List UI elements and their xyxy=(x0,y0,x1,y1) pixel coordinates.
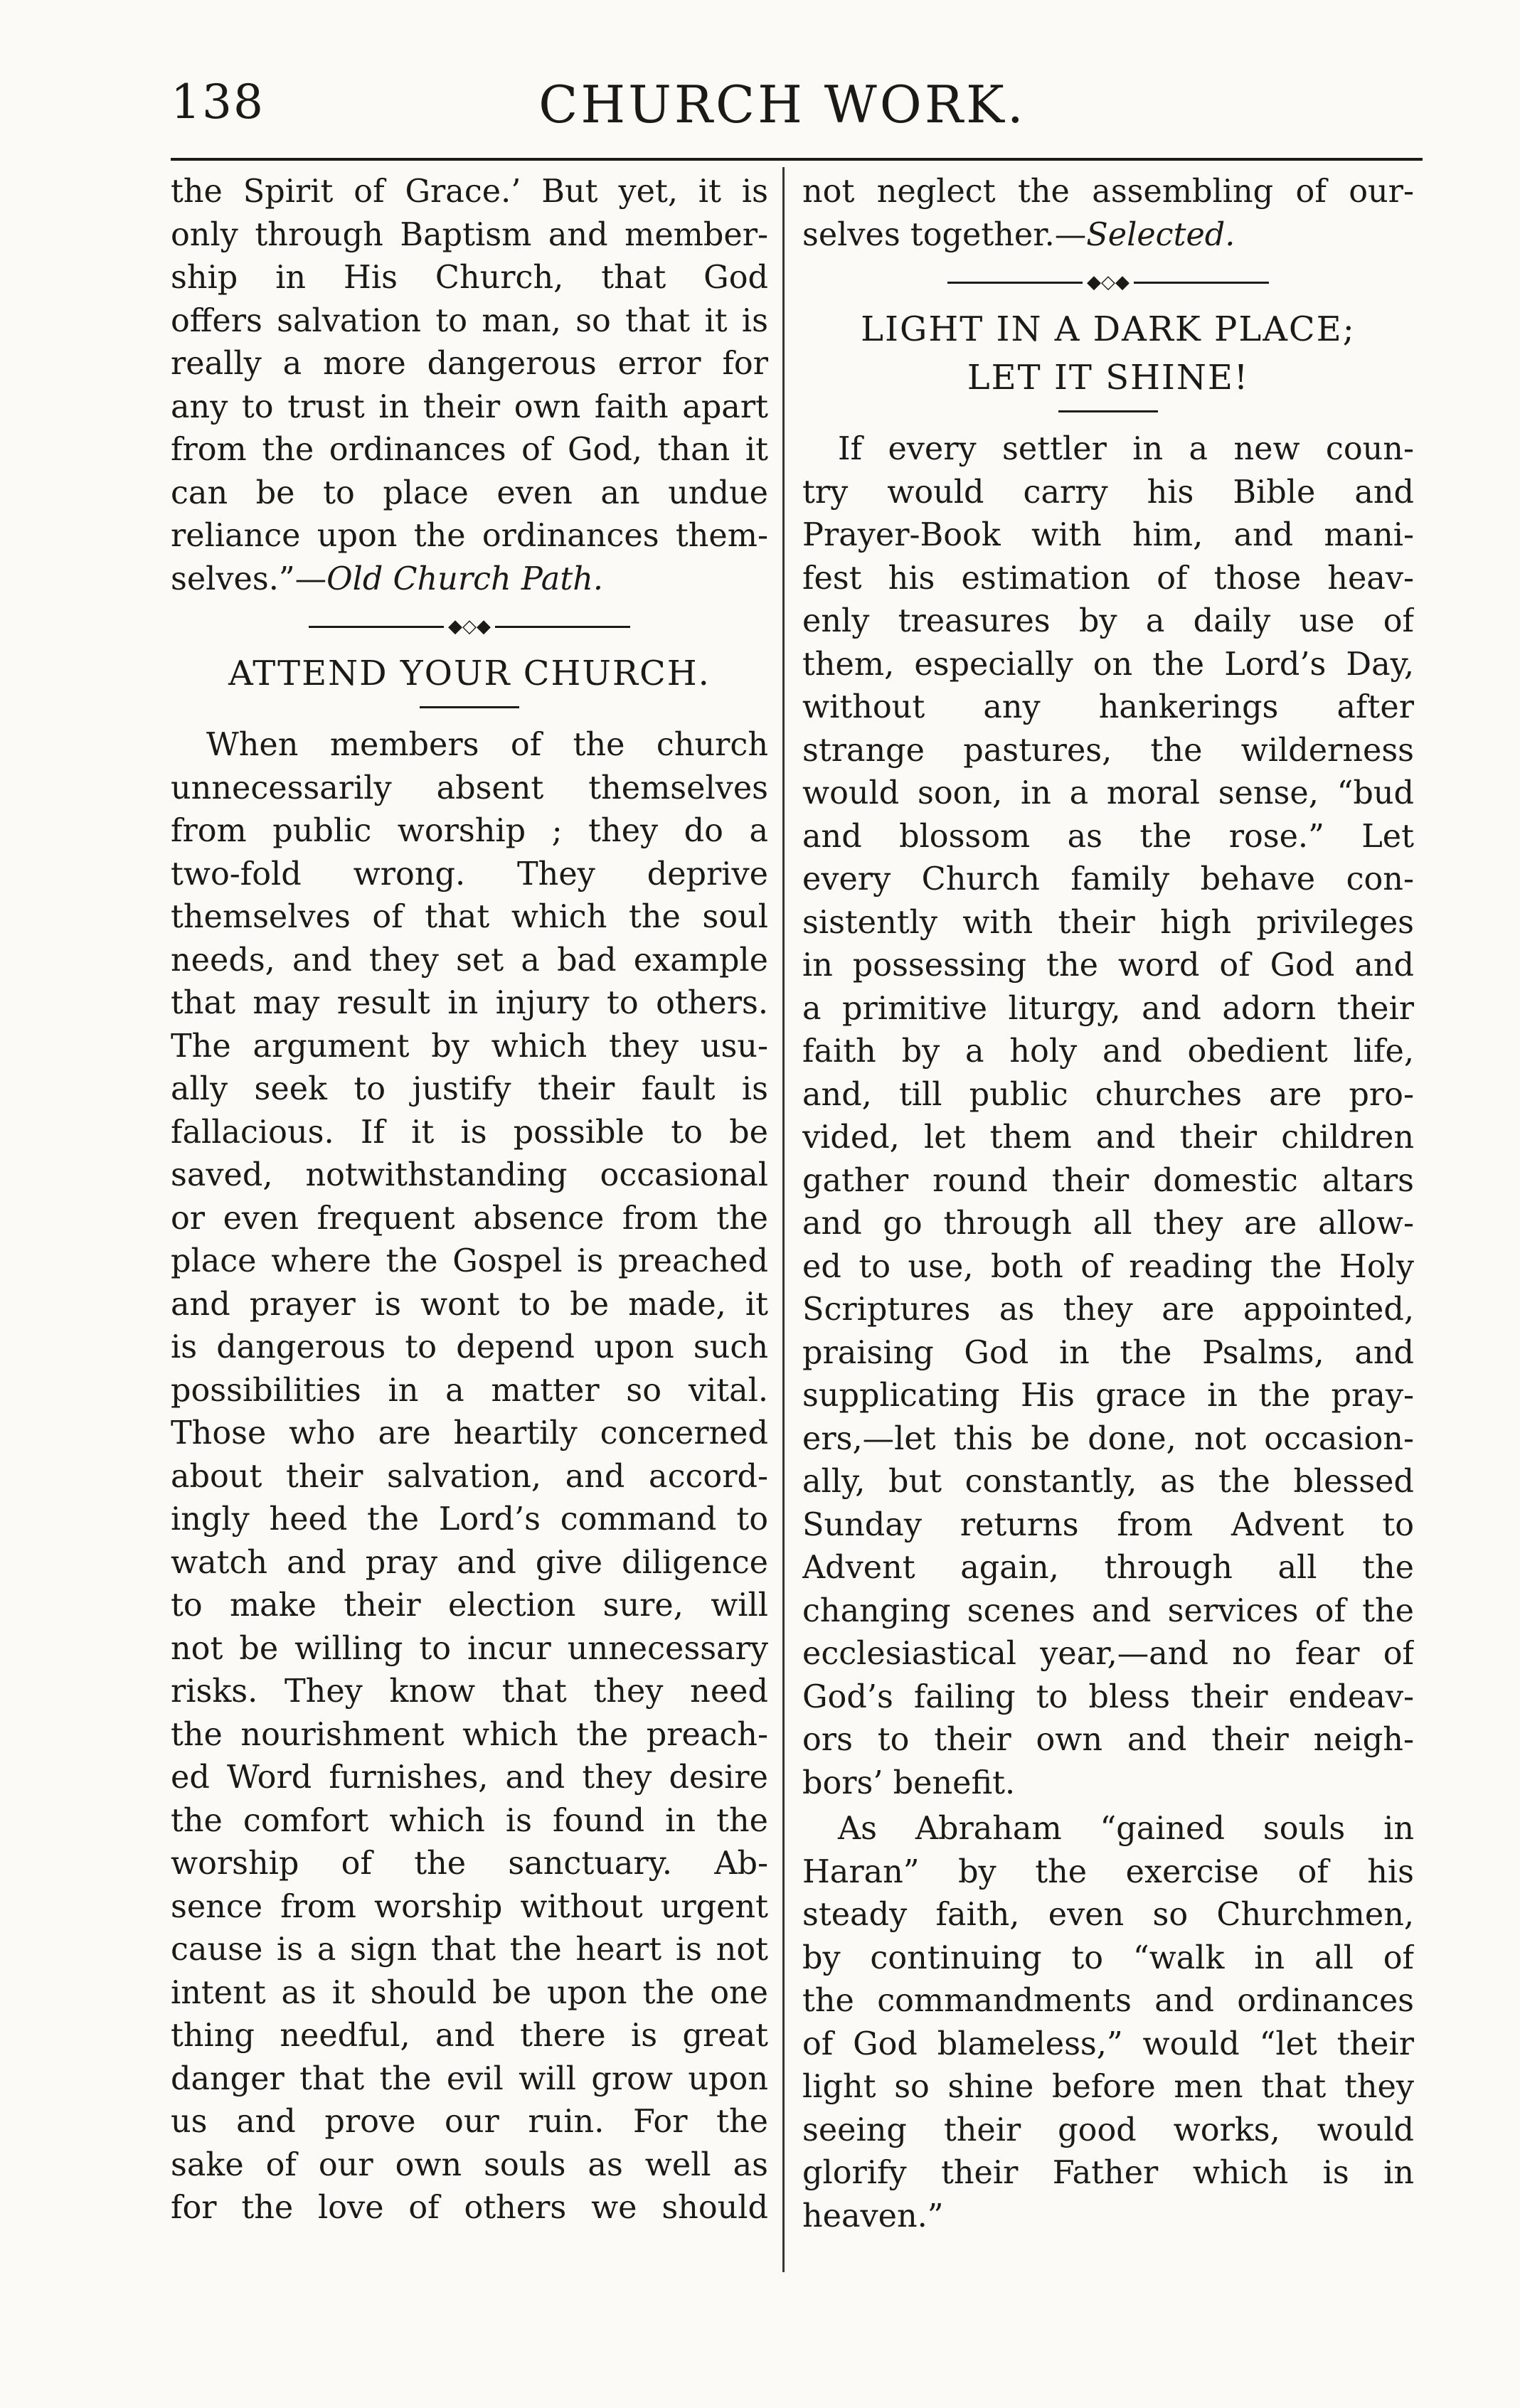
text-line: danger that the evil will grow upon xyxy=(171,2060,768,2097)
text-line: strange pastures, the wilderness xyxy=(802,732,1414,769)
text-line: sistently with their high privileges xyxy=(802,904,1414,941)
text-line: really a more dangerous error for xyxy=(171,346,768,382)
article-title-light-line2: LET IT SHINE! xyxy=(967,358,1250,398)
text-line: fest his estimation of those heav- xyxy=(802,560,1414,597)
text-line: would soon, in a moral sense, “bud xyxy=(802,775,1414,811)
right-attribution: Selected. xyxy=(1086,216,1235,253)
text-line: two-fold wrong. They deprive xyxy=(171,856,768,893)
text-line: the nourishment which the preach- xyxy=(171,1716,768,1753)
right-column xyxy=(802,171,1414,2238)
text-line: sake of our own souls as well as xyxy=(171,2146,768,2183)
text-line: Those who are heartily concerned xyxy=(171,1415,768,1451)
article-title-attend-your-church: ATTEND YOUR CHURCH. xyxy=(228,654,711,693)
title-rule xyxy=(420,706,519,708)
text-line: and prayer is wont to be made, it xyxy=(171,1286,768,1323)
text-line: is dangerous to depend upon such xyxy=(171,1329,768,1365)
text-line: risks. They know that they need xyxy=(171,1673,768,1710)
article-title-light-line1: LIGHT IN A DARK PLACE; xyxy=(861,309,1356,349)
text-line: by continuing to “walk in all of xyxy=(802,1939,1414,1976)
left-continuation-last-line xyxy=(171,558,768,602)
ornament-bar-right xyxy=(1134,282,1269,284)
text-line: ecclesiastical year,—and no fear of xyxy=(802,1636,1414,1672)
text-line: sence from worship without urgent xyxy=(171,1888,768,1925)
text-line: a primitive liturgy, and adorn their xyxy=(802,990,1414,1027)
ornament-bar-left xyxy=(309,626,444,628)
text-line: to make their election sure, will xyxy=(171,1587,768,1624)
text-line: Haran” by the exercise of his xyxy=(802,1853,1414,1890)
text-line: ors to their own and their neigh- xyxy=(802,1722,1414,1758)
text-line: vided, let them and their children xyxy=(802,1119,1414,1156)
right-continuation xyxy=(802,171,1414,214)
text-line: that may result in injury to others. xyxy=(171,985,768,1021)
text-line: Advent again, through all the xyxy=(802,1550,1414,1586)
text-line: for the love of others we should xyxy=(171,2190,768,2226)
text-line: bors’ benefit. xyxy=(802,1764,1016,1801)
title-rule xyxy=(1058,410,1158,412)
column-divider xyxy=(782,167,785,2272)
text-line: Scriptures as they are appointed, xyxy=(802,1291,1414,1328)
text-line: them, especially on the Lord’s Day, xyxy=(802,646,1414,683)
text-line: glorify their Father which is in xyxy=(802,2155,1414,2191)
text-line: in possessing the word of God and xyxy=(802,947,1414,984)
text-line: possibilities in a matter so vital. xyxy=(171,1372,768,1409)
running-title: CHURCH WORK. xyxy=(538,75,1026,134)
text-line: ed Word furnishes, and they desire xyxy=(171,1759,768,1796)
text-line: themselves of that which the soul xyxy=(171,899,768,935)
left-continuation-last-text: selves.”— xyxy=(171,560,327,597)
text-line: saved, notwithstanding occasional xyxy=(171,1157,768,1193)
text-line: The argument by which they usu- xyxy=(171,1028,768,1065)
text-line: any to trust in their own faith apart xyxy=(171,388,768,425)
text-line: not neglect the assembling of our- xyxy=(802,174,1414,210)
text-line: Prayer-Book with him, and mani- xyxy=(802,517,1414,553)
right-ornament-divider xyxy=(802,261,1414,304)
ornament-bar-left xyxy=(947,282,1083,284)
text-line: heaven.” xyxy=(802,2197,944,2234)
text-line: ingly heed the Lord’s command to xyxy=(171,1501,768,1538)
article-paragraph-2 xyxy=(802,1808,1414,2238)
header-rule xyxy=(171,158,1423,161)
text-line: seeing their good works, would xyxy=(802,2111,1414,2148)
ornament-glyph: ◆◇◆ xyxy=(448,615,491,637)
text-line: without any hankerings after xyxy=(802,689,1414,725)
ornament-bar-right xyxy=(495,626,630,628)
text-line: As Abraham “gained souls in xyxy=(838,1811,1414,1847)
text-line: us and prove our ruin. For the xyxy=(171,2104,768,2140)
text-line: about their salvation, and accord- xyxy=(171,1458,768,1495)
text-line: worship of the sanctuary. Ab- xyxy=(171,1845,768,1882)
text-line: thing needful, and there is great xyxy=(171,2018,768,2054)
right-continuation-last-line xyxy=(802,214,1414,257)
article-body-attend-your-church xyxy=(171,724,768,2230)
article-paragraph-1 xyxy=(802,428,1414,1805)
text-line: If every settler in a new coun- xyxy=(838,431,1414,467)
text-line: only through Baptism and member- xyxy=(171,216,768,253)
text-line: ally, but constantly, as the blessed xyxy=(802,1464,1414,1500)
text-line: unnecessarily absent themselves xyxy=(171,769,768,806)
page-number: 138 xyxy=(171,75,265,129)
text-line: from the ordinances of God, than it xyxy=(171,432,768,468)
left-continuation xyxy=(171,171,768,558)
text-line: offers salvation to man, so that it is xyxy=(171,302,768,339)
page-header xyxy=(171,68,1394,153)
text-line: praising God in the Psalms, and xyxy=(802,1334,1414,1371)
text-line: cause is a sign that the heart is not xyxy=(171,1932,768,1968)
text-line: ally seek to justify their fault is xyxy=(171,1071,768,1107)
text-line: Sunday returns from Advent to xyxy=(802,1506,1414,1543)
text-line: can be to place even an undue xyxy=(171,474,768,511)
text-line: supplicating His grace in the pray- xyxy=(802,1378,1414,1414)
text-line: ed to use, both of reading the Holy xyxy=(802,1248,1414,1285)
text-line: of God blameless,” would “let their xyxy=(802,2025,1414,2062)
text-line: God’s failing to bless their endeav- xyxy=(802,1678,1414,1715)
text-line: every Church family behave con- xyxy=(802,861,1414,897)
text-line: ers,—let this be done, not occasion- xyxy=(802,1420,1414,1457)
left-ornament-divider xyxy=(171,605,768,648)
text-line: try would carry his Bible and xyxy=(802,474,1414,511)
text-line: steady faith, even so Churchmen, xyxy=(802,1897,1414,1933)
text-line: gather round their domestic altars xyxy=(802,1162,1414,1199)
text-line: not be willing to incur unnecessary xyxy=(171,1630,768,1667)
text-line: place where the Gospel is preached xyxy=(171,1243,768,1279)
text-line: light so shine before men that they xyxy=(802,2069,1414,2105)
text-line: ship in His Church, that God xyxy=(171,260,768,296)
text-line: and blossom as the rose.” Let xyxy=(802,818,1414,855)
text-line: the commandments and ordinances xyxy=(802,1983,1414,2019)
text-line: enly treasures by a daily use of xyxy=(802,603,1414,639)
text-line: from public worship ; they do a xyxy=(171,813,768,849)
left-column xyxy=(171,171,768,2230)
text-line: and go through all they are allow- xyxy=(802,1205,1414,1242)
text-line: changing scenes and services of the xyxy=(802,1592,1414,1629)
ornament-glyph: ◆◇◆ xyxy=(1087,271,1130,293)
text-line: intent as it should be upon the one xyxy=(171,1974,768,2011)
text-line: the Spirit of Grace.’ But yet, it is xyxy=(171,174,768,210)
text-line: faith by a holy and obedient life, xyxy=(802,1033,1414,1070)
text-line: and, till public churches are pro- xyxy=(802,1076,1414,1113)
text-line: or even frequent absence from the xyxy=(171,1200,768,1237)
text-line: watch and pray and give diligence xyxy=(171,1544,768,1581)
text-line: needs, and they set a bad example xyxy=(171,942,768,979)
text-line: the comfort which is found in the xyxy=(171,1802,768,1839)
left-attribution: Old Church Path. xyxy=(326,560,604,597)
text-line: When members of the church xyxy=(206,727,768,763)
text-line: fallacious. If it is possible to be xyxy=(171,1114,768,1151)
text-line: reliance upon the ordinances them- xyxy=(171,518,768,554)
right-continuation-last-text: selves together.— xyxy=(802,216,1087,253)
